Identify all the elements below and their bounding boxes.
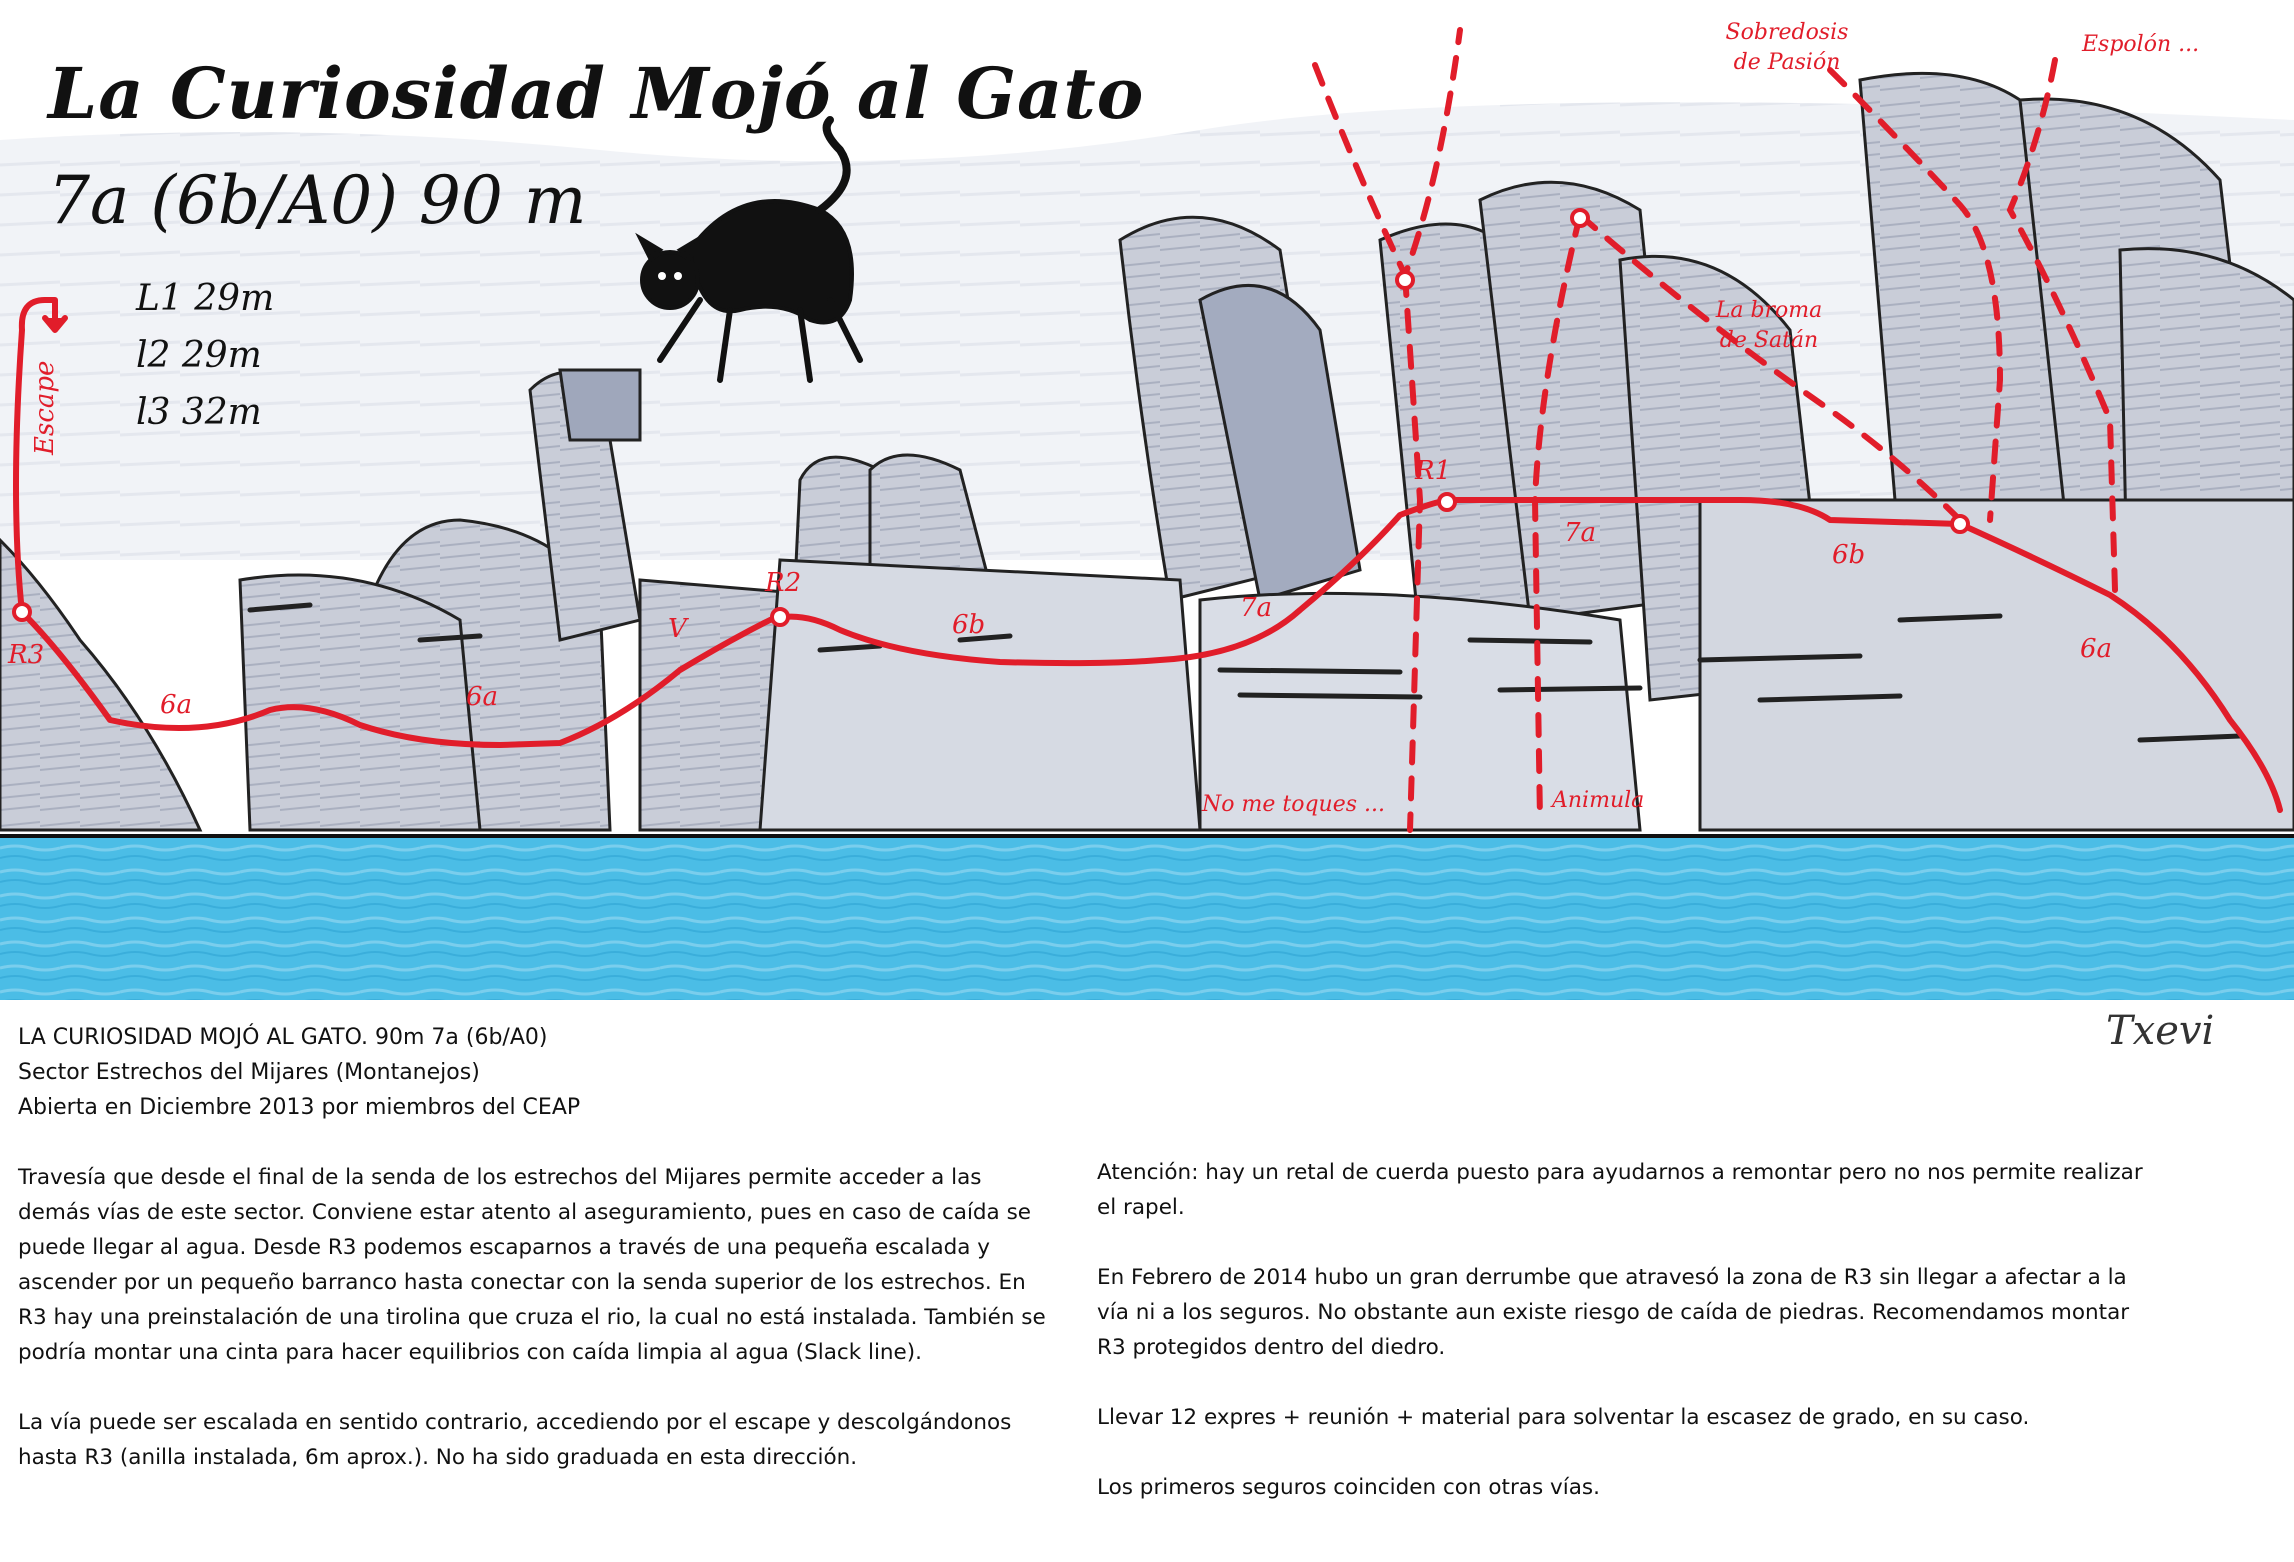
grade-label: 7a [1564, 518, 1597, 548]
grade-label: 7a [1240, 593, 1273, 623]
r2-marker [772, 609, 788, 625]
description-paragraph: Atención: hay un retal de cuerda puesto para ayudarnos a remontar pero no nos permite realizar el rapel. [1097, 1160, 2143, 1220]
r1-marker [1439, 494, 1455, 510]
belay-label-r2: R2 [765, 568, 802, 598]
belay-label-r1: R1 [1415, 456, 1452, 486]
description-left [18, 1160, 1048, 1510]
grade-label: 6b [1832, 540, 1866, 570]
other-belay-marker [1952, 516, 1968, 532]
river-water [0, 836, 2294, 1000]
escape-label: Escape [30, 360, 60, 455]
route-name-espolon: Espolón ... [2082, 32, 2200, 57]
other-belay-marker [1397, 272, 1413, 288]
description-right [1097, 1155, 2157, 1540]
pitch-length: l2 29m [136, 335, 262, 376]
route-opened: Abierta en Diciembre 2013 por miembros del CEAP [18, 1095, 581, 1120]
pitch-lengths [136, 270, 274, 441]
author-signature: Txevi [2106, 1008, 2215, 1054]
belay-label-r3: R3 [8, 640, 45, 670]
pitch-length: l3 32m [136, 392, 262, 433]
route-name-no-me-toques: No me toques ... [1202, 792, 1385, 817]
route-info [18, 1020, 580, 1125]
grade-label: 6a [2080, 634, 2113, 664]
topo-title: La Curiosidad Mojó al Gato [48, 52, 1145, 135]
other-belay-marker [1572, 210, 1588, 226]
route-name-animula: Animula [1552, 788, 1645, 813]
grade-label: V [668, 614, 687, 644]
route-heading: LA CURIOSIDAD MOJÓ AL GATO. 90m 7a (6b/A0) [18, 1025, 548, 1050]
grade-label: 6a [160, 690, 193, 720]
pitch-length: L1 29m [136, 278, 275, 319]
description-paragraph: Los primeros seguros coinciden con otras vías. [1097, 1475, 1600, 1500]
topo-grade: 7a (6b/A0) 90 m [48, 162, 587, 239]
description-paragraph: Travesía que desde el final de la senda de los estrechos del Mijares permite acceder a las demás vías de este sector. Conviene estar atento al aseguramiento, pues en caso de caída se puede llegar al agua. Desde R3 podemos escaparnos a través de una pequeña escalada y ascender por un pequeño barranco hasta conectar con la senda superior de los estrechos. En R3 hay una preinstalación de una tirolina que cruza el rio, la cual no está instalada. También se podría montar una cinta para hacer equilibrios con caída limpia al agua (Slack line). [18, 1165, 1046, 1365]
grade-label: 6b [952, 610, 986, 640]
route-sector: Sector Estrechos del Mijares (Montanejos) [18, 1060, 480, 1085]
description-paragraph: En Febrero de 2014 hubo un gran derrumbe que atravesó la zona de R3 sin llegar a afectar a la vía ni a los seguros. No obstante aun existe riesgo de caída de piedras. Recomendamos montar R3 protegidos dentro del diedro. [1097, 1265, 2130, 1360]
route-name-broma-de-satan: La broma de Satán [1715, 298, 1823, 353]
grade-label: 6a [466, 682, 499, 712]
route-name-sobredosis: Sobredosis de Pasión [1725, 20, 1849, 75]
r3-marker [14, 604, 30, 620]
description-paragraph: La vía puede ser escalada en sentido contrario, accediendo por el escape y descolgándonos hasta R3 (anilla instalada, 6m aprox.). No ha sido graduada en esta dirección. [18, 1410, 1012, 1470]
description-paragraph: Llevar 12 expres + reunión + material para solventar la escasez de grado, en su caso. [1097, 1405, 2030, 1430]
